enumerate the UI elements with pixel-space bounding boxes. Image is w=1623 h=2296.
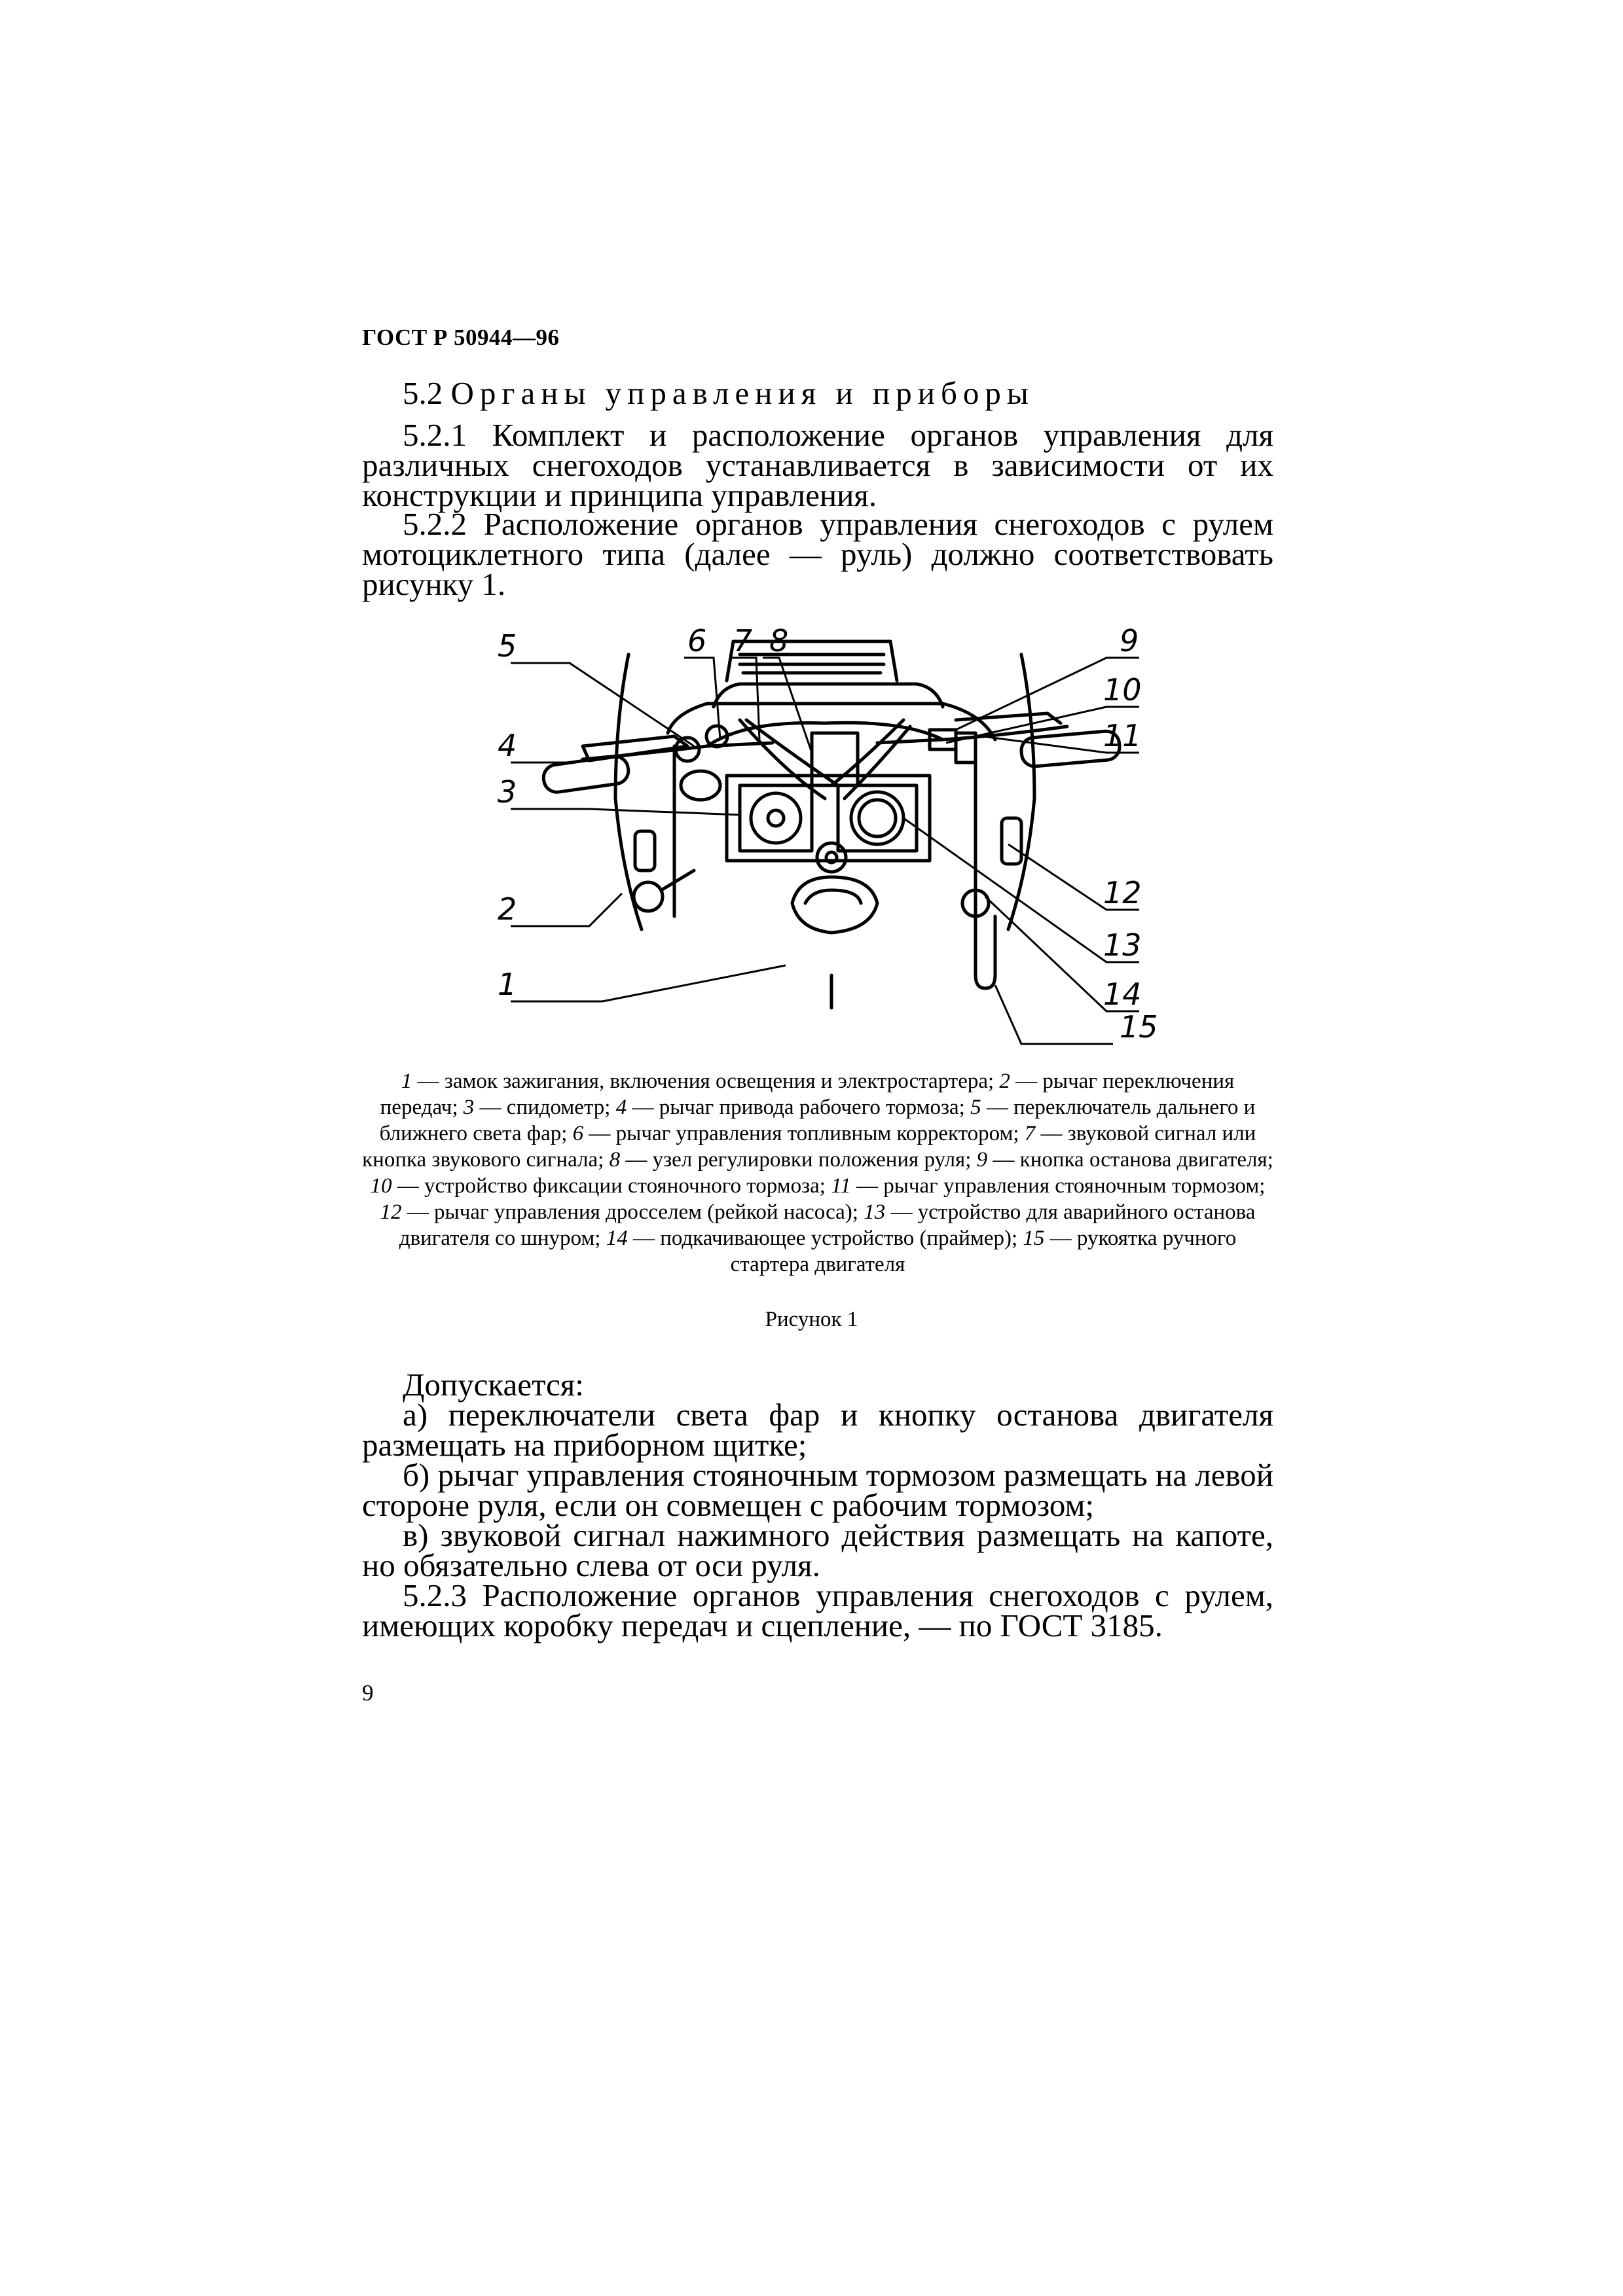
dashboard-panel — [727, 776, 930, 861]
steering-base — [792, 877, 877, 933]
page-number: 9 — [362, 1680, 374, 1706]
callout-11: 11 — [1103, 718, 1142, 753]
horn — [681, 771, 720, 800]
callout-7: 7 — [733, 623, 753, 658]
callout-1: 1 — [498, 967, 517, 1002]
callout-3: 3 — [498, 774, 517, 810]
list-item-a: а) переключатели света фар и кнопку останова двигателя размещать на приборном щитке; — [362, 1397, 1273, 1463]
figure-legend: 1 — замок зажигания, включения освещения и электростартера; 2 — рычаг переключения передач; 3 — спидометр; 4 — рычаг привода рабочего тормоза; 5 — переключатель дальнего и ближнего света фар; 6 — рычаг управления топливным корректором; 7 — звуковой сигнал или кнопка звукового сигнала; 8 — узел регулировки положения руля; 9 — кнопка останова двигателя; 10 — устройство фиксации стояночного тормоза; 11 — рычаг управления стояночным тормозом; 12 — рычаг управления дросселем (рейкой насоса); 13 — устройство для аварийного останова двигателя со шнуром; 14 — подкачивающее устройство (праймер); 15 — рукоятка ручного стартера двигателя — [362, 1069, 1273, 1276]
callout-labels — [498, 623, 1158, 1045]
handlebar-adjuster — [812, 733, 858, 785]
callout-6: 6 — [687, 623, 707, 658]
paragraph-5-2-2: 5.2.2 Расположение органов управления снегоходов с рулем мотоциклетного типа (далее — руль) должно соответствовать рисунку 1. — [362, 506, 1273, 602]
figure-title: Рисунок 1 — [765, 1308, 858, 1331]
callout-14: 14 — [1103, 977, 1142, 1012]
callout-12: 12 — [1103, 875, 1142, 910]
left-side-switch — [635, 831, 655, 870]
callout-10: 10 — [1103, 672, 1142, 708]
starter-handle — [976, 916, 995, 988]
section-heading — [362, 375, 1273, 411]
figure-1-drawing — [458, 589, 1192, 1060]
gear-lever-knob — [634, 882, 663, 911]
callout-4: 4 — [498, 728, 517, 763]
callout-2: 2 — [498, 891, 517, 927]
allowed-intro: Допускается: — [403, 1367, 584, 1403]
ignition-lock — [817, 843, 846, 872]
speedometer-dial — [751, 793, 801, 843]
callout-13: 13 — [1103, 927, 1142, 963]
callout-9: 9 — [1120, 623, 1139, 658]
callout-5: 5 — [498, 628, 517, 664]
list-item-c: в) звуковой сигнал нажимного действия размещать на капоте, но обязательно слева от оси руля. — [362, 1517, 1273, 1583]
callout-8: 8 — [769, 623, 789, 658]
right-side-panel — [1008, 655, 1034, 929]
section-title: Органы управления и приборы — [450, 375, 1034, 411]
callout-15: 15 — [1120, 1009, 1158, 1045]
paragraph-5-2-3: 5.2.3 Расположение органов управления снегоходов с рулем, имеющих коробку передач и сцепление, — по ГОСТ 3185. — [362, 1577, 1273, 1643]
document-code: ГОСТ Р 50944—96 — [362, 325, 560, 350]
right-side-switch — [1002, 818, 1021, 864]
paragraph-5-2-1: 5.2.1 Комплект и расположение органов управления для различных снегоходов устанавливается в зависимости от их конструкции и принципа управления. — [362, 417, 1273, 513]
list-item-b: б) рычаг управления стояночным тормозом размещать на левой стороне руля, если он совмещен с рабочим тормозом; — [362, 1457, 1273, 1523]
section-number: 5.2 — [403, 375, 443, 411]
